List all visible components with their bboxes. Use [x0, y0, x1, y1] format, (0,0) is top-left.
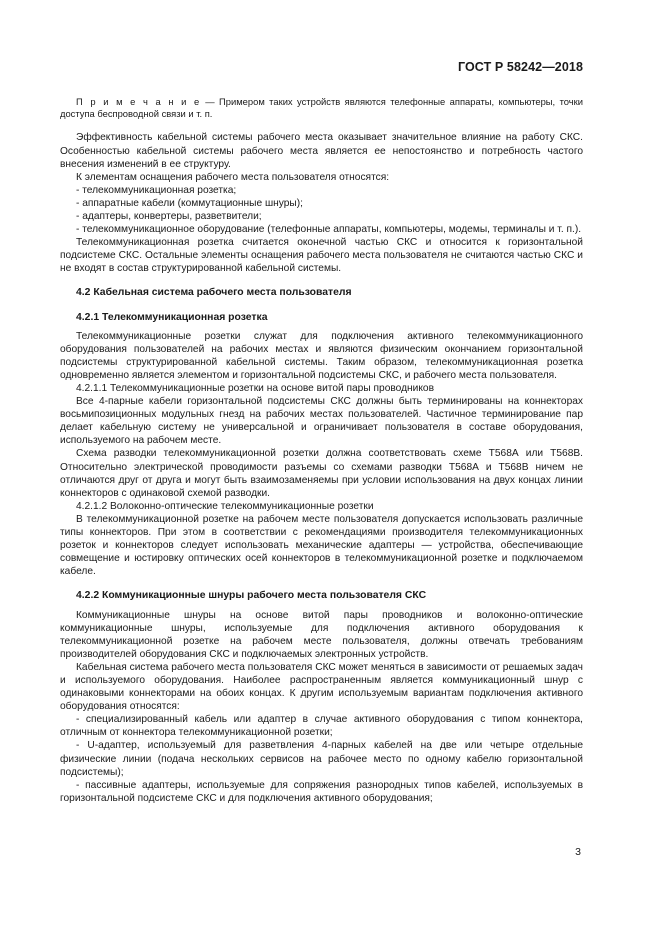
list-item: - пассивные адаптеры, используемые для сопряжения разнородных типов кабелей, используемых в горизонтальной подсистеме СКС и для подключения активного оборудования; — [60, 779, 583, 804]
paragraph-wiring-scheme: Схема разводки телекоммуникационной розетки должна соответствовать схеме Т568А или Т568В. Относительно электрической проводимости разъемы со схемами разводки Т568А и Т568В ничем не отличаются друг от друга и могут быть взаимозаменяемы при условии использования на двух концах линии коннекторов с одинаковой схемой разводки. — [60, 448, 583, 499]
paragraph-outlet-definition: Телекоммуникационная розетка считается оконечной частью СКС и относится к горизонтальной подсистеме СКС. Остальные элементы оснащения рабочего места пользователя не считаются частью СКС и не входят в состав структурированной кабельной системы. — [60, 237, 583, 275]
section-heading-4-2: 4.2 Кабельная система рабочего места пользователя — [76, 287, 352, 299]
list-item: - телекоммуникационное оборудование (телефонные аппараты, компьютеры, модемы, терминалы и т. п.). — [76, 224, 582, 236]
elements-list — [60, 184, 583, 236]
standard-designation: ГОСТ Р 58242—2018 — [457, 60, 583, 74]
note-text: — Примером таких устройств являются телефонные аппараты, компьютеры, точки доступа беспроводной связи и т. п. — [60, 96, 583, 120]
note-label: П р и м е ч а н и е — [76, 96, 201, 107]
list-item: - специализированный кабель или адаптер в случае активного оборудования с типом коннектора, отличным от коннектора телекоммуникационной розетки; — [60, 714, 583, 739]
paragraph-fiber-connectors: В телекоммуникационной розетке на рабочем месте пользователя допускается использовать различные типы коннекторов. При этом в соответствии с рекомендациями производителя телекоммуникационных розеток и коннекторов следует использовать механические адаптеры — устройства, обеспечивающие совмещение и юстировку оптических осей коннекторов в телекоммуникационной розетке и подключаемом кабеле. — [60, 513, 583, 578]
paragraph-efficiency: Эффективность кабельной системы рабочего места оказывает значительное влияние на работу СКС. Особенностью кабельной системы рабочего места является ее непостоянство и потребность частого внесения изменений в ее структуру. — [60, 132, 583, 170]
section-heading-4-2-1: 4.2.1 Телекоммуникационная розетка — [76, 311, 268, 323]
paragraph-patch-cords: Коммуникационные шнуры на основе витой пары проводников и волоконно-оптические коммуникационные шнуры, используемые для подключения активного оборудования к телекоммуникационной розетке на рабочем месте пользователя, должны отвечать требованиям производителей оборудования СКС и подключаемых электронных устройств. — [60, 609, 583, 660]
note-paragraph — [60, 96, 583, 120]
paragraph-variants-intro: Кабельная система рабочего места пользователя СКС может меняться в зависимости от решаемых задач и используемого оборудования. Наиболее распространенным является коммуникационный шнур с одинаковыми коннекторами на обоих концах. К другим используемым вариантам подключения активного оборудования относятся: — [60, 661, 583, 713]
subsection-heading-4-2-1-2: 4.2.1.2 Волоконно-оптические телекоммуникационные розетки — [76, 500, 374, 512]
paragraph-elements-intro: К элементам оснащения рабочего места пользователя относятся: — [76, 171, 390, 183]
page-content — [60, 96, 583, 805]
subsection-heading-4-2-1-1: 4.2.1.1 Телекоммуникационные розетки на основе витой пары проводников — [76, 383, 435, 394]
page-number: 3 — [575, 846, 581, 858]
paragraph-termination: Все 4-парные кабели горизонтальной подсистемы СКС должны быть терминированы на коннекторах восьмипозиционных модульных гнезд на рабочих местах пользователей. Частичное терминирование пар делает кабельную систему не универсальной и ограничивает пользователя в составе оборудования, используемого на рабочем месте. — [60, 396, 583, 447]
paragraph-outlets-purpose: Телекоммуникационные розетки служат для подключения активного телекоммуникационного оборудования пользователей на рабочих местах и являются физическим окончанием горизонтальной подсистемы структурированной кабельной системы. Таким образом, телекоммуникационная розетка одновременно является элементом и горизонтальной подсистемы СКС, и рабочего места пользователя. — [60, 330, 583, 381]
list-item: - телекоммуникационная розетка; — [76, 184, 237, 196]
list-item: - аппаратные кабели (коммутационные шнуры); — [76, 197, 303, 209]
section-heading-4-2-2: 4.2.2 Коммуникационные шнуры рабочего места пользователя СКС — [76, 590, 427, 602]
list-item: - U-адаптер, используемый для разветвления 4-парных кабелей на две или четыре отдельные физические линии (подача нескольких сервисов на рабочее место по одному кабелю горизонтальной подсистемы); — [60, 740, 583, 778]
variants-list — [60, 713, 583, 805]
list-item: - адаптеры, конвертеры, разветвители; — [76, 210, 262, 222]
